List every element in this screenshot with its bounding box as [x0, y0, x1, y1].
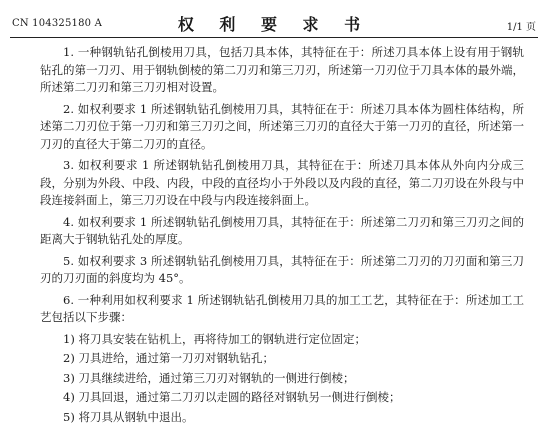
- process-step: 4) 刀具回退，通过第二刀刃以走圆的路径对钢轨另一侧进行倒棱；: [63, 390, 401, 404]
- claim-2: 2. 如权利要求 1 所述钢轨钻孔倒棱用刀具，其特征在于：所述刀具本体为圆柱体结构，所述第二刀刃位于第一刀刃和第三刀刃之间，所述第三刀刃的直径大于第一刀刃的直径，所述第一刀刃的直径大于第二刀刃的直径。: [40, 101, 524, 151]
- page-number: 1/1 页: [506, 22, 536, 33]
- claim-1: 1. 一种钢轨钻孔倒棱用刀具，包括刀具本体，其特征在于：所述刀具本体上设有用于钢轨钻孔的第一刀刃、用于钢轨倒棱的第二刀刃和第三刀刃，所述第一刀刃位于刀具本体的最外端，所述第二刀刃和第三刀刃相对设置。: [40, 45, 524, 94]
- process-step: 1) 将刀具安装在钻机上，再将待加工的钢轨进行定位固定；: [63, 331, 366, 346]
- process-step: 2) 刀具进给，通过第一刀刃对钢轨钻孔；: [63, 351, 274, 365]
- claim-5: 5. 如权利要求 3 所述钢轨钻孔倒棱用刀具，其特征在于：所述第二刀刃的刀刃面和第三刀刃的刀刃面的斜度均为 45°。: [40, 253, 524, 285]
- publication-number: CN 104325180 A: [12, 18, 103, 29]
- claims-body: [40, 44, 524, 428]
- claim-3: 3. 如权利要求 1 所述钢轨钻孔倒棱用刀具，其特征在于：所述刀具本体从外向内分成三段，分别为外段、中段、内段，中段的直径均小于外段以及内段的直径，第二刀刃设在外段与中段连接斜面上，第三刀刃设在中段与内段连接斜面上。: [40, 158, 524, 207]
- process-steps: [40, 331, 524, 427]
- process-step: 3) 刀具继续进给，通过第三刀刃对钢轨的一侧进行倒棱；: [63, 370, 355, 385]
- page-header: [10, 6, 538, 36]
- header-divider: [10, 37, 538, 38]
- process-step: 5) 将刀具从钢轨中退出。: [63, 409, 194, 424]
- document-title: 权 利 要 求 书: [177, 15, 371, 34]
- claim-6: 6. 一种利用如权利要求 1 所述钢轨钻孔倒棱用刀具的加工工艺，其特征在于：所述加工工艺包括以下步骤：: [40, 292, 524, 324]
- claim-4: 4. 如权利要求 1 所述钢轨钻孔倒棱用刀具，其特征在于：所述第二刀刃和第三刀刃之间的距离大于钢轨钻孔处的厚度。: [40, 214, 524, 246]
